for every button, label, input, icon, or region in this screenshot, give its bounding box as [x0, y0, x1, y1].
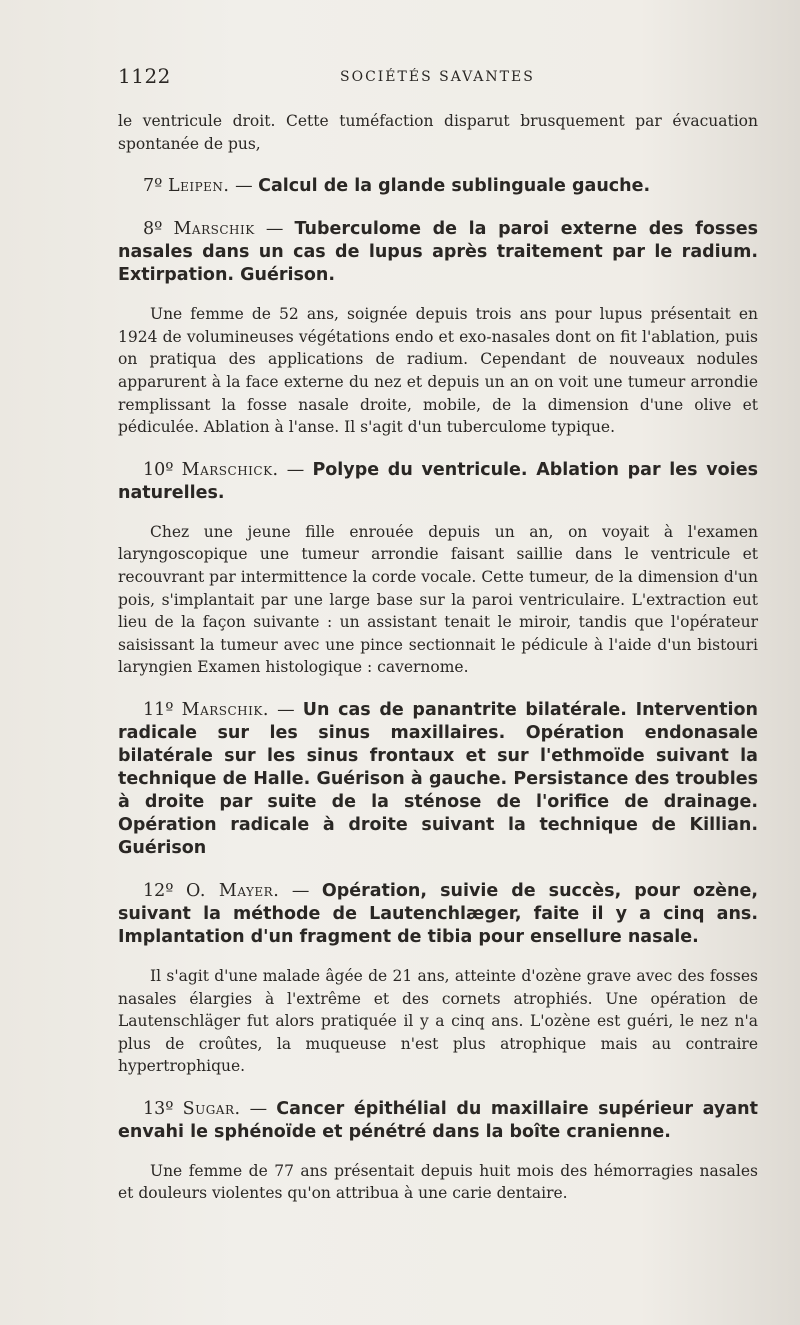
section-number: 10º [143, 459, 174, 480]
running-title: SOCIÉTÉS SAVANTES [340, 69, 535, 85]
section-author: Leipen. [167, 176, 230, 197]
section-body: Une femme de 77 ans présentait depuis huit mois des hémorragies nasales et douleurs violentes qu'on attribua à une carie dentaire. [118, 1161, 758, 1203]
section-author: Marschick. [181, 459, 279, 480]
section-number: 11º [143, 699, 174, 720]
section-title: Un cas de panantrite bilatérale. Intervention radicale sur les sinus maxillaires. Opération endonasale bilatérale sur les sinus frontaux et sur l'ethmoïde suivant la technique de Halle. Guérison à gauche. Persistance des troubles à droite par suite de la sténose de l'orifice de drainage. Opération radicale à droite suivant la technique de Killian. Guérison [118, 699, 758, 858]
section-heading [118, 699, 758, 860]
section-title: Tuberculome de la paroi externe des fosses nasales dans un cas de lupus après traitement par le radium. Extirpation. Guérison. [118, 219, 758, 286]
section-separator: — [249, 1098, 268, 1119]
section-8 [118, 218, 758, 439]
page-number: 1122 [118, 64, 171, 88]
section-title: Opération, suivie de succès, pour ozène, suivant la méthode de Lautenchlæger, faite il y a cinq ans. Implantation d'un fragment de tibia pour ensellure nasale. [118, 880, 758, 947]
section-heading [118, 880, 758, 949]
section-13 [118, 1098, 758, 1205]
section-10 [118, 459, 758, 679]
section-body: Une femme de 52 ans, soignée depuis trois ans pour lupus présentait en 1924 de volumineuses végétations endo et exo-nasales dont on fit l'ablation, puis on pratiqua des applications de radium. Cependant de nouveaux nodules apparurent à la face externe du nez et depuis un an on voit une tumeur arrondie remplissant la fosse nasale droite, mobile, de la dimension d'une olive et pédiculée. Ablation à l'anse. Il s'agit d'un tuberculome typique. [118, 305, 758, 437]
continuation-paragraph: le ventricule droit. Cette tuméfaction disparut brusquement par évacuation spontanée de pus, [118, 112, 758, 153]
section-7 [118, 175, 758, 198]
section-heading [118, 459, 758, 505]
section-title: Polype du ventricule. Ablation par les voies naturelles. [118, 459, 758, 503]
section-separator: — [286, 459, 305, 480]
section-author: Marschik [173, 219, 255, 240]
section-separator: — [265, 219, 284, 240]
section-author: Marschik. [181, 699, 269, 720]
section-12 [118, 880, 758, 1078]
section-separator: — [277, 699, 295, 720]
section-heading [118, 1098, 758, 1144]
section-separator: — [235, 176, 253, 197]
section-title: Cancer épithélial du maxillaire supérieur ayant envahi le sphénoïde et pénétré dans la boîte cranienne. [118, 1098, 758, 1142]
section-11 [118, 699, 758, 860]
section-title: Calcul de la glande sublinguale gauche. [258, 176, 651, 197]
section-number: 13º [143, 1098, 174, 1119]
running-header [118, 64, 758, 92]
section-separator: — [291, 880, 310, 901]
section-number: 12º [143, 880, 174, 901]
section-heading [118, 175, 758, 198]
section-body: Chez une jeune fille enrouée depuis un an, on voyait à l'examen laryngoscopique une tumeur arrondie faisant saillie dans le ventricule et recouvrant par intermittence la corde vocale. Cette tumeur, de la dimension d'un pois, s'implantait par une large base sur la paroi ventriculaire. L'extraction eut lieu de la façon suivante : un assistant tenait le miroir, tandis que l'opérateur saisissant la tumeur avec une pince sectionnait le pédicule à l'aide d'un bistouri laryngien Examen histologique : cavernome. [118, 522, 758, 677]
section-number: 8º [143, 219, 163, 240]
page-content [118, 110, 758, 1205]
section-heading [118, 218, 758, 287]
section-author: Sugar. [182, 1098, 241, 1119]
section-body: Il s'agit d'une malade âgée de 21 ans, atteinte d'ozène grave avec des fosses nasales élargies à l'extrême et des cornets atrophiés. Une opération de Lautenschläger fut alors pratiquée il y a cinq ans. L'ozène est guéri, le nez n'a plus de croûtes, la muqueuse n'est plus atrophique mais au contraire hypertrophique. [118, 966, 758, 1076]
section-author: O. Mayer. [186, 880, 280, 901]
section-number: 7º [143, 176, 163, 197]
